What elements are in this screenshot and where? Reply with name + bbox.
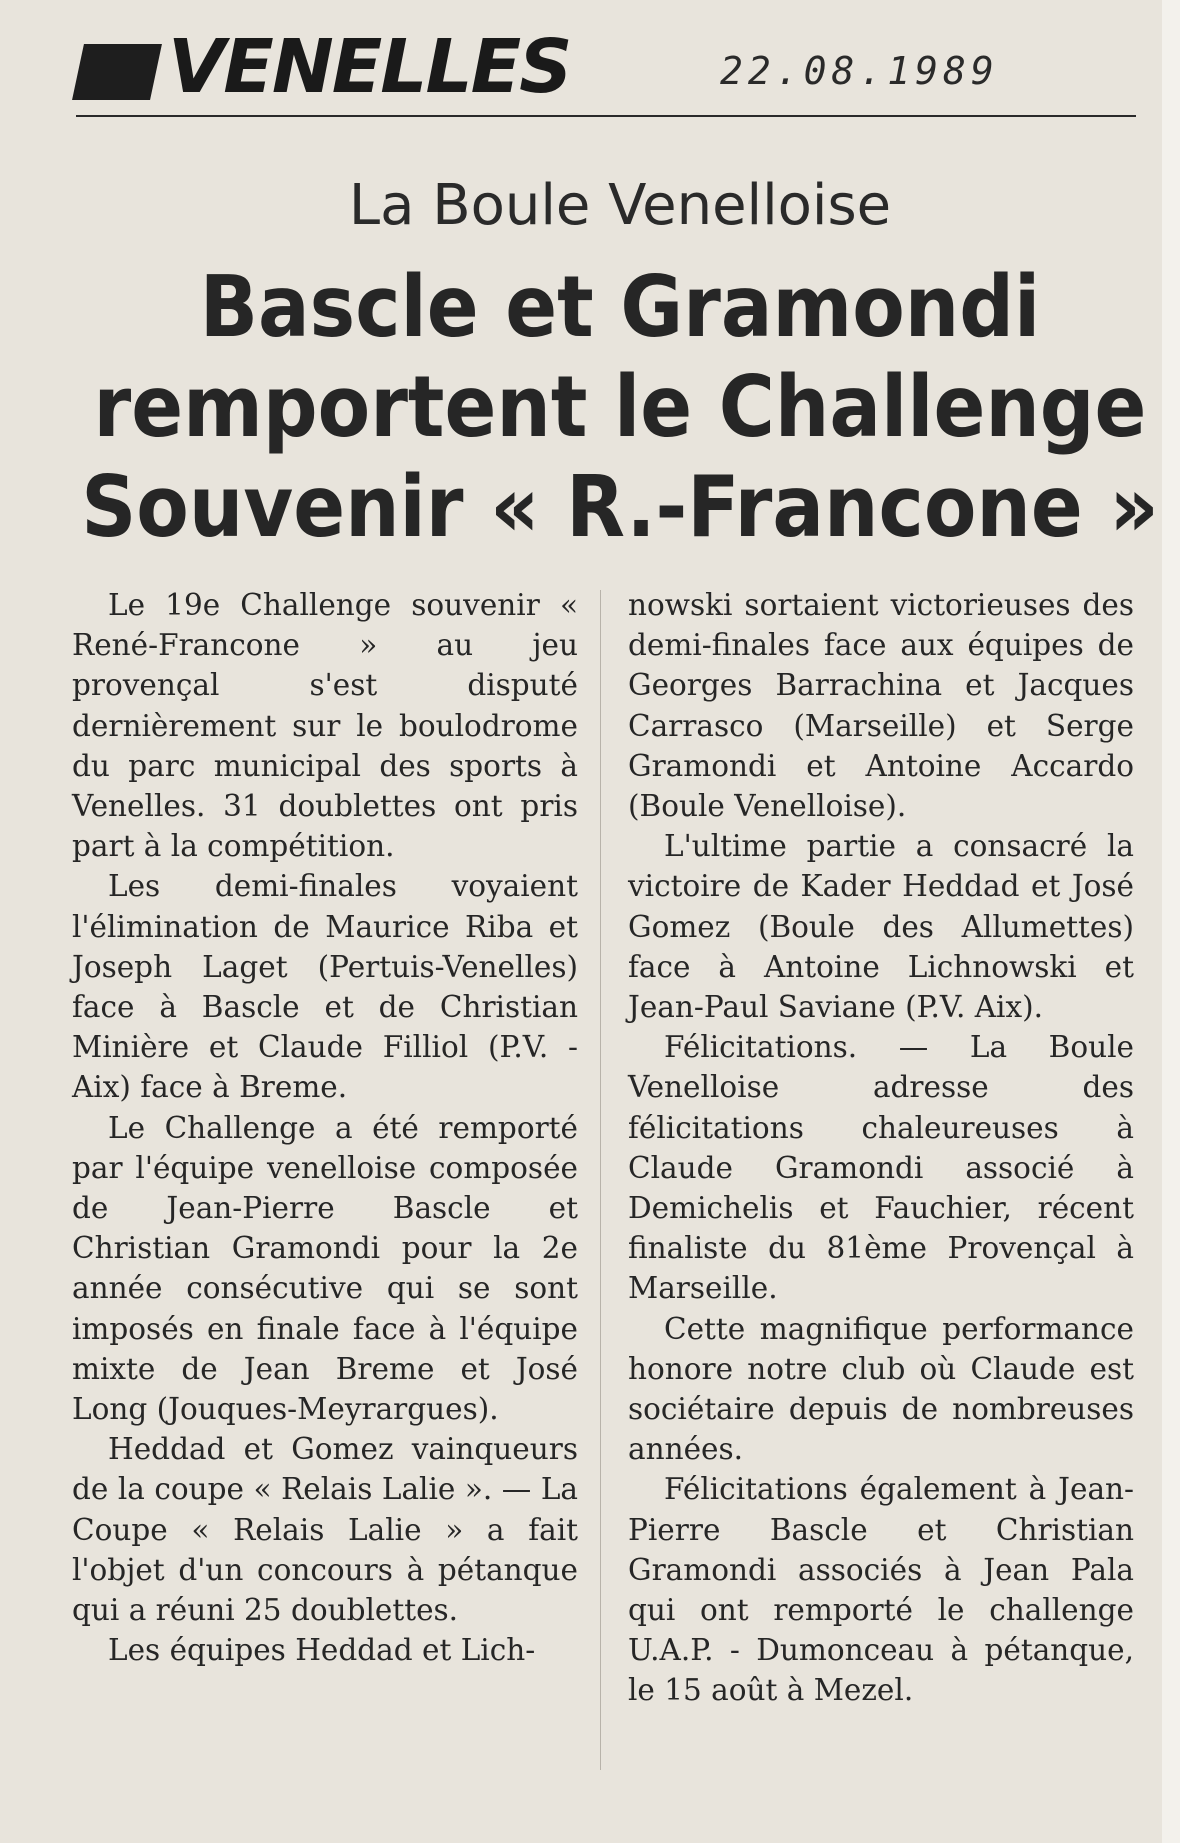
paragraph: Félicitations. — La Boule Venelloise adresse des félicitations chaleureuses à Claude Gramondi associé à Demichelis et Fauchier, récent finaliste du 81ème Provençal à Marseille. xyxy=(628,1030,1134,1306)
column-divider xyxy=(600,590,601,1770)
article-column-left xyxy=(72,585,578,1670)
section-title: VENELLES xyxy=(168,24,571,110)
article-kicker: La Boule Venelloise xyxy=(348,173,892,238)
paragraph: Le 19e Challenge souvenir « René-Francone » au jeu provençal s'est disputé dernièrement sur le boulodrome du parc municipal des sports à Venelles. 31 doublettes ont pris part à la compétition. xyxy=(72,588,578,864)
paragraph: Félicitations également à Jean-Pierre Bascle et Christian Gramondi associés à Jean Pala qui ont remporté le challenge U.A.P. - Dumonceau à pétanque, le 15 août à Mezel. xyxy=(628,1472,1134,1708)
article-column-right xyxy=(628,585,1134,1711)
paragraph: Le Challenge a été remporté par l'équipe venelloise composée de Jean-Pierre Bascle et Christian Gramondi pour la 2e année consécutive qui se sont imposés en finale face à l'équipe mixte de Jean Breme et José Long (Jouques-Meyrargues). xyxy=(72,1110,578,1427)
header-rule xyxy=(76,115,1136,117)
publication-date: 22.08.1989 xyxy=(720,49,999,93)
paragraph: Les équipes Heddad et Lich- xyxy=(108,1633,536,1668)
paragraph: L'ultime partie a consacré la victoire de Kader Heddad et José Gomez (Boule des Allumettes) face à Antoine Lichnowski et Jean-Paul Saviane (P.V. Aix). xyxy=(628,829,1134,1025)
article-headline xyxy=(62,258,1178,558)
headline-text: Bascle et Gramondi remportent le Challenge Souvenir « R.-Francone » xyxy=(81,258,1159,557)
paragraph: Heddad et Gomez vainqueurs de la coupe « Relais Lalie ». — La Coupe « Relais Lalie » a fait l'objet d'un concours à pétanque qui a réuni 25 doublettes. xyxy=(72,1432,578,1628)
paragraph: Les demi-finales voyaient l'élimination de Maurice Riba et Joseph Laget (Pertuis-Venelles) face à Bascle et de Christian Minière et Claude Filliol (P.V. - Aix) face à Breme. xyxy=(72,869,578,1105)
paragraph: nowski sortaient victorieuses des demi-finales face aux équipes de Georges Barrachina et Jacques Carrasco (Marseille) et Serge Gramondi et Antoine Accardo (Boule Venelloise). xyxy=(628,588,1134,824)
section-marker xyxy=(72,44,162,100)
paragraph: Cette magnifique performance honore notre club où Claude est sociétaire depuis de nombreuses années. xyxy=(628,1311,1134,1467)
